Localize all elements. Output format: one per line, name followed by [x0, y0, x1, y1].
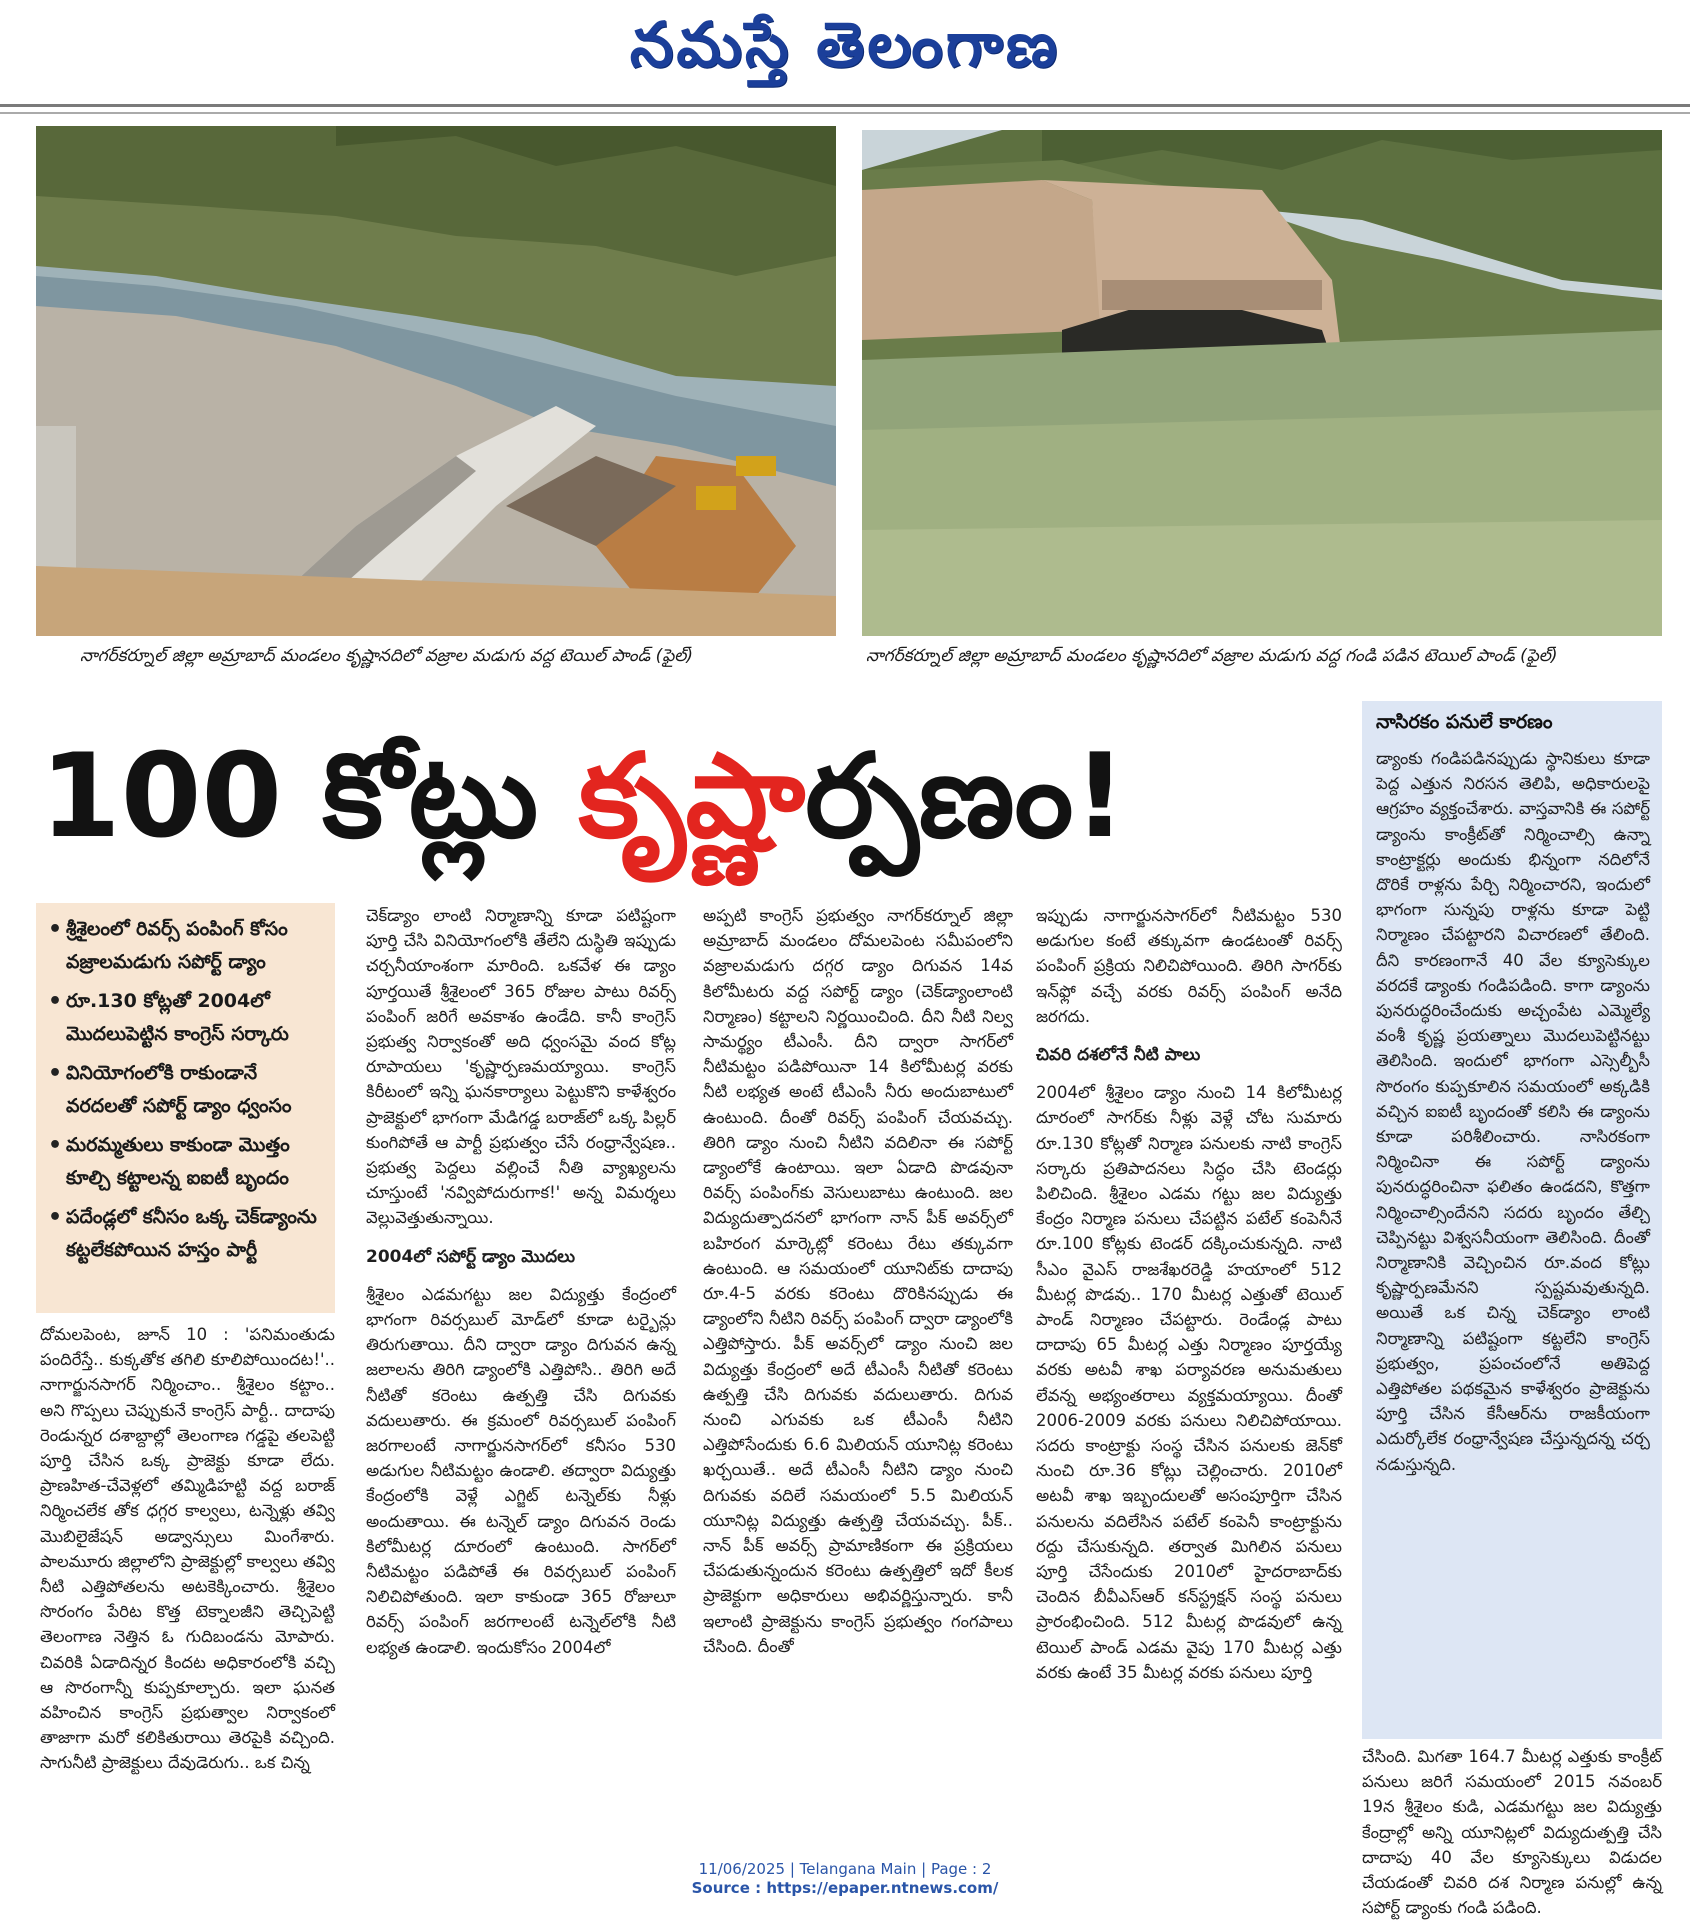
photo-caption-left: నాగర్‌కర్నూల్ జిల్లా అమ్రాబాద్ మండలం కృష్ణానదిలో వజ్రాల మడుగు వద్ద టెయిల్ పాండ్ (ఫైల్) [80, 646, 693, 666]
section-subhead: 2004లో సపోర్ట్ డ్యాం మొదలు [366, 1246, 576, 1267]
highlight-item: • శ్రీశైలంలో రివర్స్ పంపింగ్ కోసం వజ్రాలమడుగు సపోర్ట్ డ్యాం [46, 913, 327, 979]
footer-edition-info: 11/06/2025 | Telangana Main | Page : 2 [698, 1860, 992, 1878]
article-paragraph: అప్పటి కాంగ్రెస్ ప్రభుత్వం నాగర్‌కర్నూల్ జిల్లా అమ్రాబాద్ మండలం దోమలపెంట సమీపంలోని వజ్రాలమడుగు దగ్గర డ్యాం దిగువన 14వ కిలోమీటరు వద్ద సపోర్ట్ డ్యాం (చెక్‌డ్యాంలాంటి నిర్మాణం) కట్టాలని నిర్ణయించింది. దీని నీటి నిల్వ సామర్థ్యం టీఎంసీ. దీని ద్వారా సాగర్‌లో నీటిమట్టం పడిపోయినా 14 కిలోమీటర్ల వరకు నీటి లభ్యత అంటే టీఎంసీ నీరు అందుబాటులో ఉంటుంది. దీంతో రివర్స్ పంపింగ్ చేయవచ్చు. తిరిగి డ్యాం నుంచి నీటిని వదిలినా ఈ సపోర్ట్ డ్యాంలోకే ఉంటాయి. ఇలా ఏడాది పొడవునా రివర్స్ పంపింగ్‌కు వెసులుబాటు ఉంటుంది. జల విద్యుదుత్పాదనలో భాగంగా నాన్ పీక్ అవర్స్‌లో బహిరంగ మార్కెట్లో కరెంటు రేటు తక్కువగా ఉంటుంది. ఆ సమయంలో యూనిట్‌కు దాదాపు రూ.4-5 వరకు కరెంటు దొరికినప్పుడు ఈ డ్యాంలోని నీటిని రివర్స్ పంపింగ్ ద్వారా డ్యాంలోకి ఎత్తిపోస్తారు. పీక్ అవర్స్‌లో డ్యాం నుంచి జల విద్యుత్తు కేంద్రంలో అదే టీఎంసీ నీటితో కరెంటు ఉత్పత్తి చేసి దిగువకు వదులుతారు. దిగువ నుంచి ఎగువకు ఒక టీఎంసీ నీటిని ఎత్తిపోసేందుకు 6.6 మిలియన్ యూనిట్ల కరెంటు ఖర్చయితే.. అదే టీఎంసీ నీటిని డ్యాం నుంచి దిగువకు వదిలే సమయంలో 5.5 మిలియన్ యూనిట్ల విద్యుత్తు ఉత్పత్తి చేయవచ్చు. పీక్.. నాన్ పీక్ అవర్స్ ప్రామాణికంగా ఈ ప్రక్రియలు చేపడుతున్నందున కరెంటు ఉత్పత్తిలో ఇదో కీలక ప్రాజెక్టుగా అధికారులు అభివర్ణిస్తున్నారు. కానీ ఇలాంటి ప్రాజెక్టును కాంగ్రెస్ ప్రభుత్వం గంగపాలు చేసింది. దీంతో [703, 906, 1013, 1656]
sidebar-box [1362, 701, 1662, 1739]
main-headline [40, 722, 1126, 872]
sidebar-text: డ్యాంకు గండిపడినప్పుడు స్థానికులు కూడా పెద్ద ఎత్తున నిరసన తెలిపి, అధికారులపై ఆగ్రహం వ్యక్తంచేశారు. వాస్తవానికి ఈ సపోర్ట్ డ్యాంను కాంక్రీట్‌తో నిర్మించాల్సి ఉన్నా కాంట్రాక్టర్లు అందుకు భిన్నంగా నదిలోనే దొరికే రాళ్లను పేర్చి నిర్మించారని, ఇందులో భాగంగా సున్నపు రాళ్లను కూడా పెట్టి నిర్మాణం చేపట్టారని విచారణలో తేలింది. దీని కారణంగానే 40 వేల క్యూసెక్కుల వరదకే డ్యాంకు గండిపడింది. కాగా డ్యాంను పునరుద్ధరించేందుకు అచ్చంపేట ఎమ్మెల్యే వంశీ కృష్ణ ప్రయత్నాలు మొదలుపెట్టినట్టు తెలిసింది. ఇందులో భాగంగా ఎస్సెల్బీసీ సొరంగం కుప్పకూలిన సమయంలో అక్కడికి వచ్చిన ఐఐటీ బృందంతో కలిసి ఈ డ్యాంను కూడా పరిశీలించారు. నాసిరకంగా నిర్మించినా ఈ సపోర్ట్ డ్యాంను పునరుద్ధరించినా ఫలితం ఉండదని, కొత్తగా నిర్మించాల్సిందేనని సదరు బృందం తేల్చి చెప్పినట్టు విశ్వసనీయంగా తెలిసింది. దీంతో నిర్మాణానికి వెచ్చించిన రూ.వంద కోట్లు కృష్ణార్పణమేనని స్పష్టమవుతున్నది. అయితే ఒక చిన్న చెక్‌డ్యాం లాంటి నిర్మాణాన్ని పటిష్టంగా కట్టలేని కాంగ్రెస్ ప్రభుత్వం, ప్రపంచంలోనే అతిపెద్ద ఎత్తిపోతల పథకమైన కాళేశ్వరం ప్రాజెక్టును పూర్తి చేసిన కేసీఆర్‌ను రాజకీయంగా ఎదుర్కోలేక రంధ్రాన్వేషణ చేస్తున్నదన్న చర్చ నడుస్తున్నది. [1376, 749, 1650, 1474]
headline-part-1: 100 కోట్లు [40, 729, 579, 864]
highlight-item: • పదేండ్లలో కనీసం ఒక్క చెక్‌డ్యాంను కట్టలేకపోయిన హస్తం పార్టీ [46, 1201, 327, 1267]
article-paragraph: దోమలపెంట, జూన్ 10 : 'పనిమంతుడు పందిరేస్తే.. కుక్కతోక తగిలి కూలిపోయిందట!'.. నాగార్జునసాగర్ నిర్మించాం.. శ్రీశైలం కట్టాం.. అని గొప్పలు చెప్పుకునే కాంగ్రెస్ పార్టీ.. దాదాపు రెండున్నర దశాబ్దాల్లో తెలంగాణ గడ్డపై తలపెట్టి పూర్తి చేసిన ఒక్క ప్రాజెక్టు కూడా లేదు. ప్రాణహిత-చేవెళ్లలో తమ్మిడిహట్టి వద్ద బరాజ్ నిర్మించలేక తోక ధగ్గర కాల్వలు, టన్నెళ్లు తవ్వి మొబిలైజేషన్ అడ్వాన్సులు మింగేశారు. పాలమూరు జిల్లాలోని ప్రాజెక్టుల్లో కాల్వలు తవ్వి నీటి ఎత్తిపోతలను అటకెక్కించారు. శ్రీశైలం సొరంగం పేరిట కొత్త టెక్నాలజీని తెచ్చిపెట్టి తెలంగాణ నెత్తిన ఓ గుదిబండను మోపారు. చివరికి ఏడాదిన్నర కిందట అధికారంలోకి వచ్చి ఆ సొరంగాన్నీ కుప్పకూల్చారు. ఇలా ఘనత వహించిన కాంగ్రెస్ ప్రభుత్వాల నిర్వాకంలో తాజాగా మరో కలికితురాయి తెరపైకి వచ్చింది. సాగునీటి ప్రాజెక్టులు దేవుడెరుగు.. ఒక చిన్న [40, 1325, 335, 1773]
masthead [0, 0, 1690, 110]
article-paragraph: చెక్‌డ్యాం లాంటి నిర్మాణాన్ని కూడా పటిష్టంగా పూర్తి చేసి వినియోగంలోకి తేలేని దుస్థితి ఇప్పుడు చర్చనీయాంశంగా మారింది. ఒకవేళ ఈ డ్యాం పూర్తయితే శ్రీశైలంలో 365 రోజుల పాటు రివర్స్ పంపింగ్ జరిగే అవకాశం ఉండేది. కానీ కాంగ్రెస్ ప్రభుత్వ నిర్వాకంతో అది ధ్వంసమై వంద కోట్ల రూపాయలు 'కృష్ణార్పణమయ్యాయి. కాంగ్రెస్ కిరీటంలో ఇన్ని ఘనకార్యాలు పెట్టుకొని కాళేశ్వరం ప్రాజెక్టులో భాగంగా మేడిగడ్డ బరాజ్‌లో ఒక్క పిల్లర్ కుంగిపోతే ఆ పార్టీ ప్రభుత్వం చేసే రంధ్రాన్వేషణ.. ప్రభుత్వ పెద్దలు వల్లించే నీతి వ్యాఖ్యలను చూస్తుంటే 'నవ్విపోదురుగాక!' అన్న విమర్శలు వెల్లువెత్తుతున్నాయి. [366, 906, 676, 1228]
photo-tail-pond-construction [36, 126, 836, 636]
article-paragraph: శ్రీశైలం ఎడమగట్టు జల విద్యుత్తు కేంద్రంలో భాగంగా రివర్సబుల్ మోడ్‌లో కూడా టర్బైన్లు తిరుగుతాయి. దీని ద్వారా డ్యాం దిగువన ఉన్న జలాలను తిరిగి డ్యాంలోకి ఎత్తిపోసి.. తిరిగి అదే నీటితో కరెంటు ఉత్పత్తి చేసి దిగువకు వదులుతారు. ఈ క్రమంలో రివర్సబుల్ పంపింగ్ జరగాలంటే నాగార్జునసాగర్‌లో కనీసం 530 అడుగుల నీటిమట్టం ఉండాలి. తద్వారా విద్యుత్తు కేంద్రంలోకి వెళ్లే ఎగ్జిట్ టన్నెల్‌కు నీళ్లు అందుతాయి. ఈ టన్నెల్ డ్యాం దిగువన రెండు కిలోమీటర్ల దూరంలో ఉంటుంది. సాగర్‌లో నీటిమట్టం పడిపోతే ఈ రివర్సబుల్ పంపింగ్ నిలిచిపోతుంది. ఇలా కాకుండా 365 రోజులూ రివర్స్ పంపింగ్ జరగాలంటే టన్నెల్‌లోకి నీటి లభ్యత ఉండాలి. ఇందుకోసం 2004లో [366, 1284, 676, 1657]
newspaper-logo: నమస్తే తెలంగాణ [629, 8, 1061, 81]
headline-part-3: ర్పణం! [805, 729, 1127, 864]
page-footer [0, 1860, 1690, 1898]
photo-breached-tail-pond [862, 130, 1662, 636]
masthead-rule [0, 104, 1690, 114]
footer-source-link[interactable]: Source : https://epaper.ntnews.com/ [691, 1879, 999, 1897]
sidebar-title: నాసిరకం పనులే కారణం [1376, 711, 1553, 733]
highlight-item: • వినియోగంలోకి రాకుండానే వరదలతో సపోర్ట్ డ్యాం ధ్వంసం [46, 1057, 327, 1123]
highlights-box [36, 903, 335, 1313]
article-column-1 [40, 1322, 335, 1850]
article-column-3 [703, 903, 1013, 1853]
photo-caption-right: నాగర్‌కర్నూల్ జిల్లా అమ్రాబాద్ మండలం కృష్ణానదిలో వజ్రాల మడుగు వద్ద గండి పడిన టెయిల్ పాండ్ (ఫైల్) [866, 646, 1558, 666]
article-column-2 [366, 903, 676, 1853]
section-subhead: చివరి దశలోనే నీటి పాలు [1036, 1045, 1201, 1066]
headline-part-2: కృష్ణా [578, 729, 806, 864]
article-paragraph: ఇప్పుడు నాగార్జునసాగర్‌లో నీటిమట్టం 530 అడుగుల కంటే తక్కువగా ఉండటంతో రివర్స్ పంపింగ్ ప్రక్రియ నిలిచిపోయింది. తిరిగి సాగర్‌కు ఇన్‌ఫ్లో వచ్చే వరకు రివర్స్ పంపింగ్ అనేది జరగదు. [1036, 906, 1342, 1026]
highlight-item: • రూ.130 కోట్లతో 2004లో మొదలుపెట్టిన కాంగ్రెస్ సర్కారు [46, 985, 327, 1051]
article-column-4 [1036, 903, 1342, 1853]
article-paragraph: 2004లో శ్రీశైలం డ్యాం నుంచి 14 కిలోమీటర్ల దూరంలో సాగర్‌కు నీళ్లు వెళ్లే చోట సుమారు రూ.130 కోట్లతో నిర్మాణ పనులకు నాటి కాంగ్రెస్ సర్కారు ప్రతిపాదనలు సిద్ధం చేసి టెండర్లు పిలిచింది. శ్రీశైలం ఎడమ గట్టు జల విద్యుత్తు కేంద్రం నిర్మాణ పనులు చేపట్టిన పటేల్ కంపెనీనే రూ.100 కోట్లకు టెండర్ దక్కించుకున్నది. నాటి సీఎం వైఎస్ రాజశేఖరరెడ్డి హయాంలో 512 మీటర్ల పొడవు.. 170 మీటర్ల ఎత్తుతో టెయిల్ పాండ్ నిర్మాణం చేపట్టారు. రెండేండ్ల పాటు దాదాపు 65 మీటర్ల ఎత్తు నిర్మాణం పూర్తయ్యే వరకు అటవీ శాఖ పర్యావరణ అనుమతులు లేవన్న అభ్యంతరాలు వ్యక్తమయ్యాయి. దీంతో 2006-2009 వరకు పనులు నిలిచిపోయాయి. సదరు కాంట్రాక్టు సంస్థ చేసిన పనులకు జెన్‌కో నుంచి రూ.36 కోట్లు చెల్లించారు. 2010లో అటవీ శాఖ ఇబ్బందులతో అసంపూర్తిగా చేసిన పనులను వదిలేసిన పటేల్ కంపెనీ కాంట్రాక్టును రద్దు చేసుకున్నది. తర్వాత మిగిలిన పనులు పూర్తి చేసేందుకు 2010లో హైదరాబాద్‌కు చెందిన బీవీఎస్‌ఆర్ కన్‌స్ట్రక్షన్ సంస్థ పనులు ప్రారంభించింది. 512 మీటర్ల పొడవులో ఉన్న టెయిల్ పాండ్ ఎడమ వైపు 170 మీటర్ల ఎత్తు వరకు ఉంటే 35 మీటర్ల వరకు పనులు పూర్తి [1036, 1083, 1342, 1682]
highlight-item: • మరమ్మతులు కాకుండా మొత్తం కూల్చి కట్టాలన్న ఐఐటీ బృందం [46, 1129, 327, 1195]
article-column-5-continuation: చేసింది. మిగతా 164.7 మీటర్ల ఎత్తుకు కాంక్రీట్ పనులు జరిగే సమయంలో 2015 నవంబర్ 19న శ్రీశైలం కుడి, ఎడమగట్టు జల విద్యుత్తు కేంద్రాల్లో అన్ని యూనిట్లలో విద్యుదుత్పత్తి చేసి దాదాపు 40 వేల క్యూసెక్కులు విడుదల చేయడంతో చివరి దశ నిర్మాణ పనుల్లో ఉన్న సపోర్ట్ డ్యాంకు గండి పడింది. [1362, 1747, 1662, 1918]
